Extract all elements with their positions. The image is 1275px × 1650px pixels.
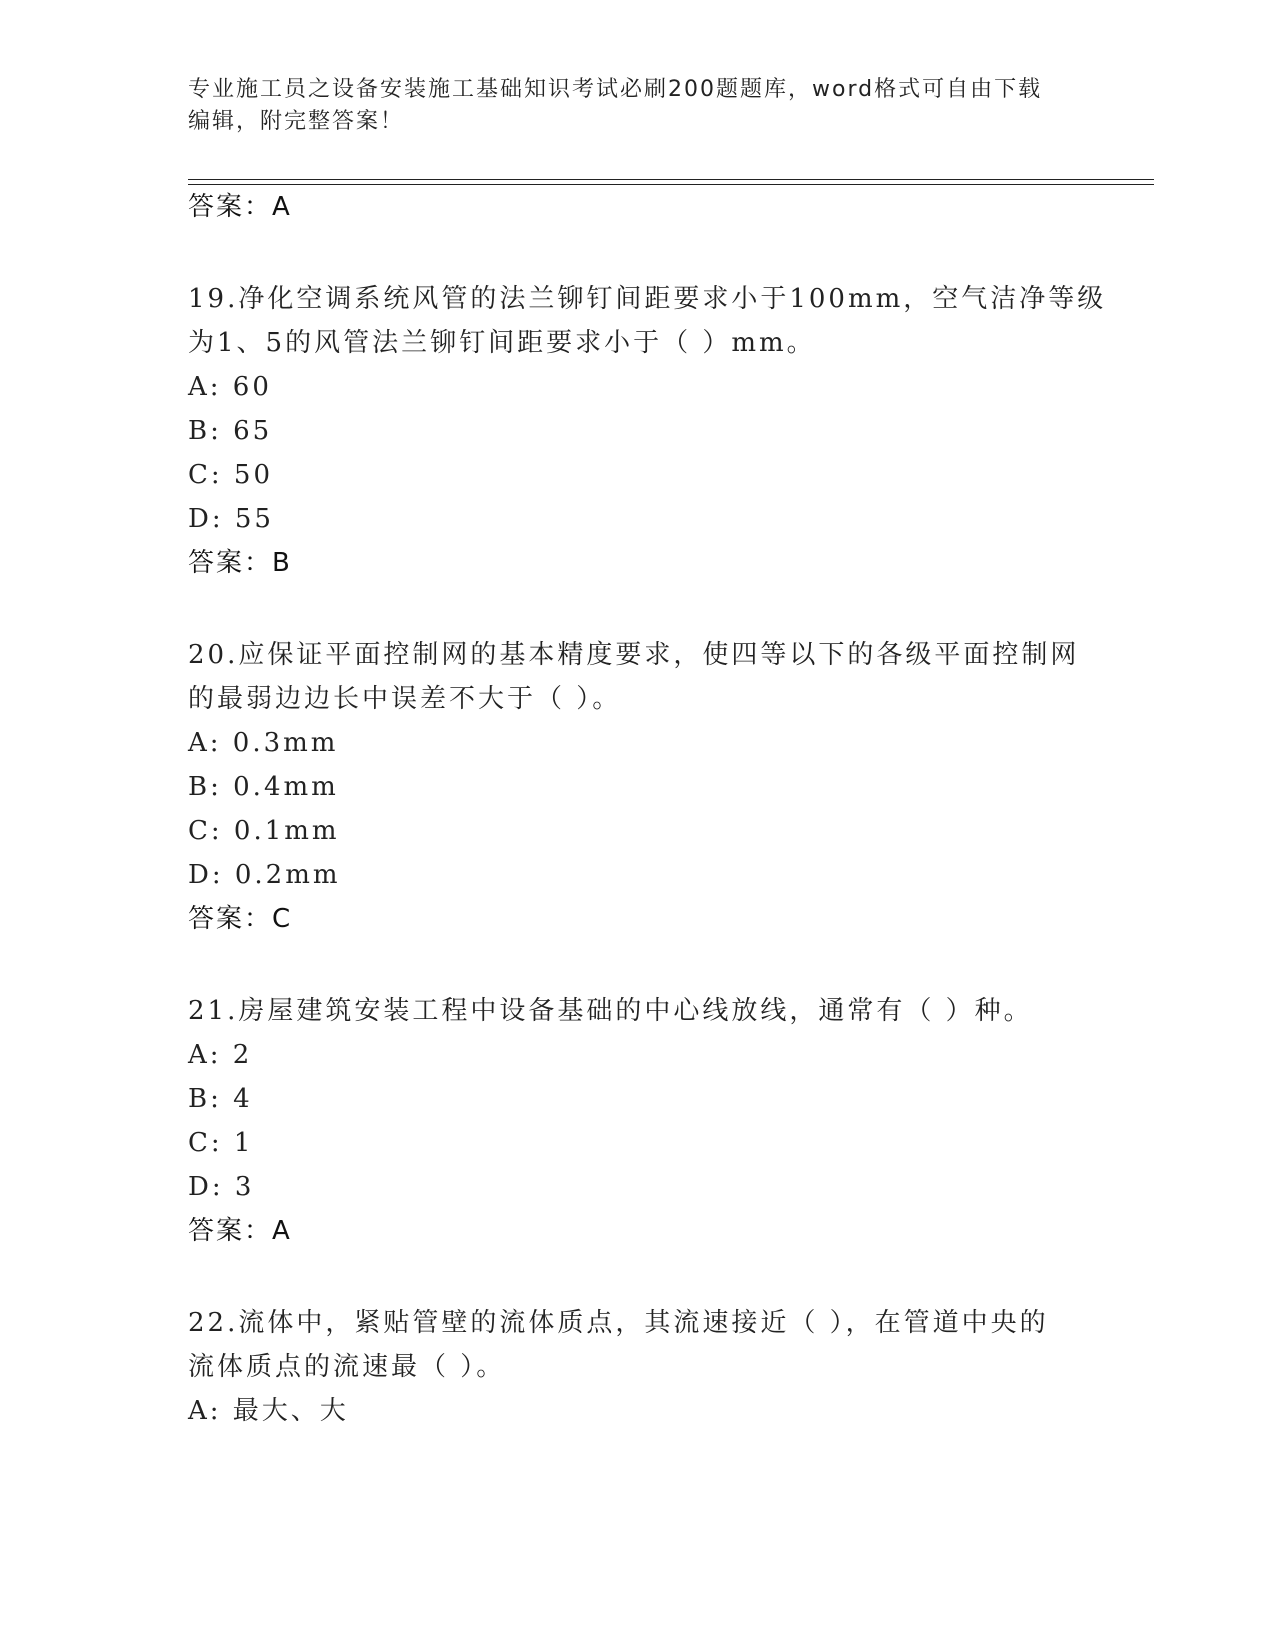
- question-19-stem-line-1: 19.净化空调系统风管的法兰铆钉间距要求小于100mm，空气洁净等级: [188, 284, 1107, 314]
- question-22-stem-line-2: 流体质点的流速最（ ）。: [188, 1352, 506, 1382]
- document-header: [188, 74, 1068, 138]
- header-line-1: 专业施工员之设备安装施工基础知识考试必刷200题题库，word格式可自由下载: [188, 77, 1043, 102]
- question-20-stem-line-2: 的最弱边边长中误差不大于（ ）。: [188, 684, 622, 714]
- header-line-2: 编辑，附完整答案！: [188, 109, 405, 134]
- question-19-option-c: C: 50: [188, 460, 274, 490]
- question-20-option-a: A: 0.3mm: [188, 728, 339, 758]
- question-19-option-d: D: 55: [188, 504, 274, 534]
- question-20-answer: 答案：C: [188, 904, 293, 934]
- question-21-option-c: C: 1: [188, 1128, 254, 1158]
- previous-answer: 答案：A: [188, 192, 292, 222]
- question-19-option-a: A: 60: [188, 372, 272, 402]
- question-19-stem-line-2: 为1、5的风管法兰铆钉间距要求小于（ ）mm。: [188, 328, 816, 358]
- header-divider-top: [188, 179, 1154, 180]
- question-21-option-b: B: 4: [188, 1084, 253, 1114]
- question-22-stem-line-1: 22.流体中，紧贴管壁的流体质点，其流速接近（ ），在管道中央的: [188, 1308, 1049, 1338]
- question-20-option-d: D: 0.2mm: [188, 860, 341, 890]
- question-19-option-b: B: 65: [188, 416, 273, 446]
- question-20-stem-line-1: 20.应保证平面控制网的基本精度要求，使四等以下的各级平面控制网: [188, 640, 1080, 670]
- question-20-option-c: C: 0.1mm: [188, 816, 340, 846]
- question-19-answer: 答案：B: [188, 548, 292, 578]
- header-divider-bottom: [188, 184, 1154, 185]
- question-21-option-d: D: 3: [188, 1172, 255, 1202]
- question-20-option-b: B: 0.4mm: [188, 772, 339, 802]
- question-21-stem-line-1: 21.房屋建筑安装工程中设备基础的中心线放线，通常有（ ）种。: [188, 996, 1033, 1026]
- question-22-option-a: A: 最大、大: [188, 1396, 349, 1426]
- question-21-answer: 答案：A: [188, 1216, 292, 1246]
- question-21-option-a: A: 2: [188, 1040, 253, 1070]
